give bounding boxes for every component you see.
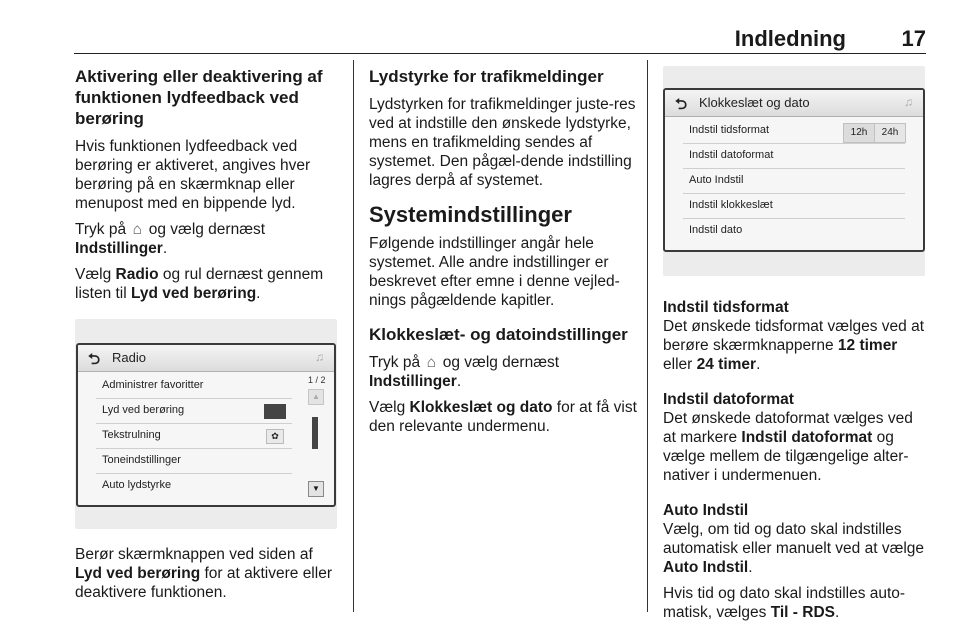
back-arrow-icon[interactable]: ⮌ xyxy=(675,96,688,113)
radio-screenshot xyxy=(75,319,337,529)
segment-12h[interactable]: 12h xyxy=(843,123,875,143)
menu-item[interactable]: Auto lydstyrke xyxy=(102,479,172,491)
scroll-down-icon[interactable]: ▼ xyxy=(308,481,324,497)
segment-24h[interactable]: 24h xyxy=(874,123,906,143)
menu-item-time-format[interactable]: Indstil tidsformat 12h 24h xyxy=(683,118,905,144)
gear-icon[interactable]: ✿ xyxy=(266,429,284,444)
scrollbar[interactable] xyxy=(306,389,324,499)
paragraph: Vælg Radio og rul dernæst gennem listen til Lyd ved berøring. xyxy=(75,266,324,302)
menu-item[interactable]: Tekstrulning ✿ xyxy=(96,423,292,449)
column-3 xyxy=(663,66,929,629)
screen-title: Klokkeslæt og dato xyxy=(699,95,810,110)
paragraph: Berør skærmknappen ved siden af Lyd ved berøring for at aktivere eller deaktivere funktionen. xyxy=(75,546,332,601)
music-note-icon: ♫ xyxy=(315,350,324,364)
screen-title: Radio xyxy=(112,350,146,365)
menu-item[interactable]: Administrer favoritter xyxy=(96,373,292,399)
paragraph: Vælg Klokkeslæt og dato for at få vist den relevante undermenu. xyxy=(369,399,637,435)
back-arrow-icon[interactable]: ⮌ xyxy=(88,351,101,368)
paragraph: Det ønskede tidsformat vælges ved at berøre skærmknapperne 12 timer eller 24 timer. xyxy=(663,318,925,373)
radio-screen xyxy=(76,343,336,507)
clock-date-screen xyxy=(663,88,925,252)
home-icon: ⌂ xyxy=(426,354,437,371)
page-indicator: 1 / 2 xyxy=(308,375,326,385)
header-rule xyxy=(74,53,926,54)
page-header xyxy=(74,26,926,52)
paragraph: Tryk på ⌂ og vælg dernæst Indstillinger. xyxy=(75,221,266,257)
menu-item[interactable]: Indstil datoformat xyxy=(683,143,905,169)
menu-item[interactable]: Toneindstillinger xyxy=(96,448,292,474)
column-1 xyxy=(75,66,337,609)
paragraph: Hvis tid og dato skal indstilles auto-matisk, vælges Til - RDS. xyxy=(663,585,906,621)
menu-item[interactable]: Indstil klokkeslæt xyxy=(683,193,905,219)
paragraph: Tryk på ⌂ og vælg dernæst Indstillinger. xyxy=(369,354,560,390)
paragraph: Lydstyrken for trafikmeldinger juste-res ved at indstille den ønskede lydstyrke, mens en trafikmelding sendes af systemet. Den pågæl-dende indstilling lagres derpå af systemet. xyxy=(369,96,636,189)
subheading-time-format: Indstil tidsformat xyxy=(663,299,789,316)
menu-item-sound-on-touch[interactable]: Lyd ved berøring xyxy=(96,398,292,424)
subheading-date-format: Indstil datoformat xyxy=(663,391,794,408)
screen-titlebar xyxy=(665,90,923,117)
toggle-indicator[interactable] xyxy=(264,404,286,419)
section-heading-system: Systemindstillinger xyxy=(369,202,572,227)
home-icon: ⌂ xyxy=(132,221,143,238)
paragraph: Det ønskede datoformat vælges ved at markere Indstil datoformat og vælge mellem de tilgængelige alter-nativer i undermenuen. xyxy=(663,410,913,484)
column-divider-1 xyxy=(353,60,354,612)
paragraph: Vælg, om tid og dato skal indstilles automatisk eller manuelt ved at vælge Auto Indstil. xyxy=(663,521,925,576)
section-heading-feedback: Aktivering eller deaktivering af funktionen lydfeedback ved berøring xyxy=(75,67,323,128)
paragraph: Følgende indstillinger angår hele systemet. Alle andre indstillinger er beskrevet efter emne i denne vejled-nings pågældende kapitler. xyxy=(369,235,620,309)
column-2 xyxy=(369,66,639,443)
chapter-title: Indledning xyxy=(734,26,846,51)
scroll-up-icon[interactable]: ▲ xyxy=(308,389,324,405)
clock-date-screenshot xyxy=(663,66,925,276)
page-number: 17 xyxy=(901,26,926,51)
section-heading-clock: Klokkeslæt- og datoindstillinger xyxy=(369,325,628,344)
screen-titlebar xyxy=(78,345,334,372)
subheading-auto-set: Auto Indstil xyxy=(663,502,749,519)
column-divider-2 xyxy=(647,60,648,612)
menu-item[interactable]: Indstil dato xyxy=(689,224,743,236)
music-note-icon: ♫ xyxy=(904,95,913,109)
paragraph: Hvis funktionen lydfeedback ved berøring er aktiveret, angives hver berøring på en skærmknap eller menupost med en bippende lyd. xyxy=(75,138,311,212)
scroll-thumb[interactable] xyxy=(312,417,318,449)
section-heading-traffic: Lydstyrke for trafikmeldinger xyxy=(369,67,604,86)
menu-item[interactable]: Auto Indstil xyxy=(683,168,905,194)
